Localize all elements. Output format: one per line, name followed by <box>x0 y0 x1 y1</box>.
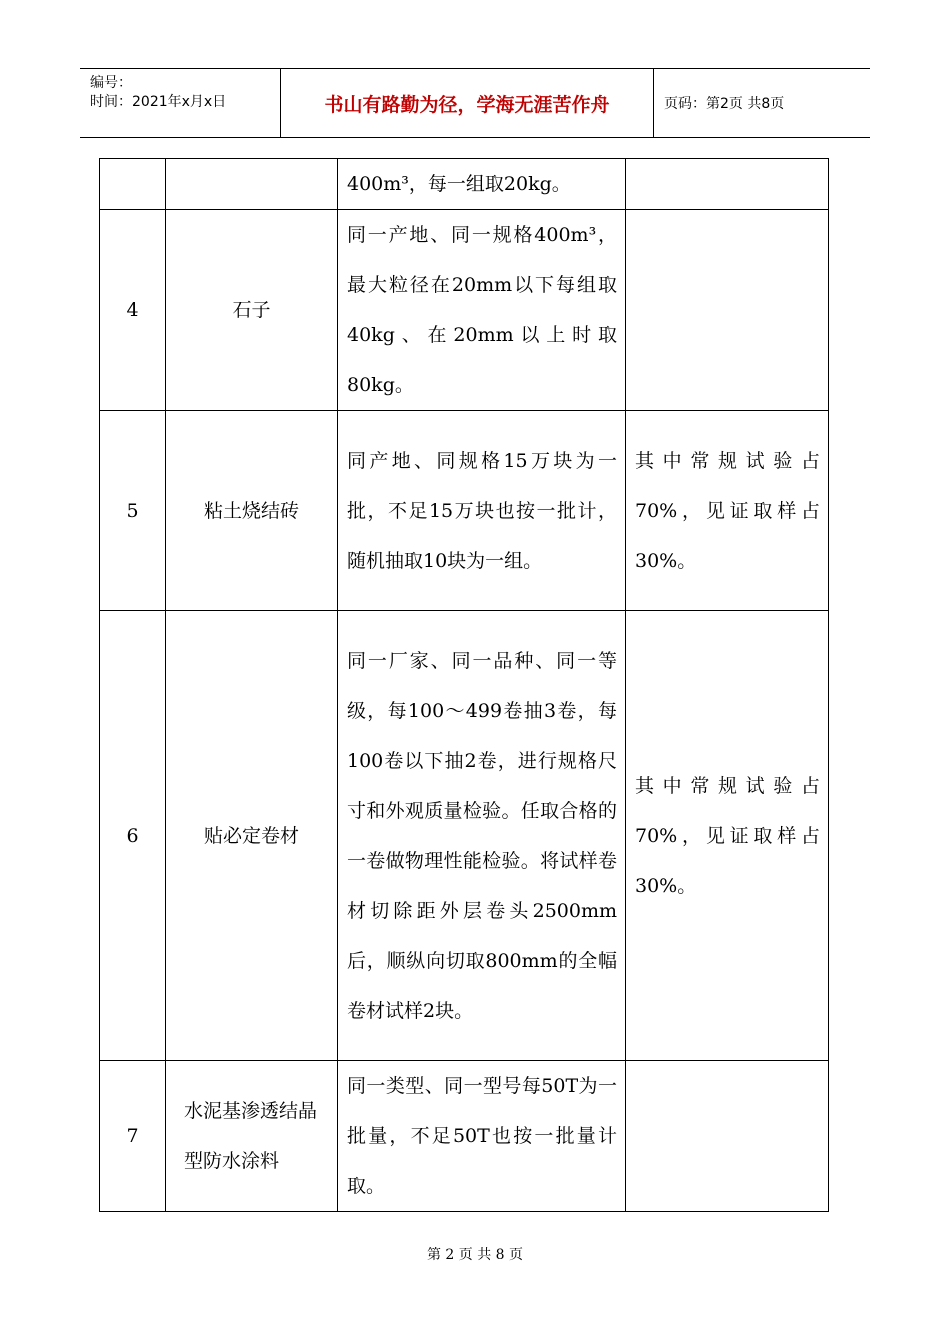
remark <box>626 1061 829 1212</box>
sampling-rule: 同一产地、同一规格400m³，最大粒径在20mm以下每组取40kg、在20mm以上时取80kg。 <box>338 210 626 411</box>
page-footer: 第 2 页 共 8 页 <box>426 1247 524 1263</box>
material-name-cell <box>166 1061 338 1212</box>
material-name <box>166 159 338 210</box>
table-row <box>100 611 829 1061</box>
material-name: 石子 <box>166 210 338 411</box>
row-number <box>100 159 166 210</box>
sampling-rule: 同一厂家、同一品种、同一等级，每100～499卷抽3卷，每100卷以下抽2卷，进行规格尺寸和外观质量检验。任取合格的一卷做物理性能检验。将试样卷材切除距外层卷头2500mm后，顺纵向切取800mm的全幅卷材试样2块。 <box>338 611 626 1061</box>
material-name: 贴必定卷材 <box>166 611 338 1061</box>
page-header <box>80 68 870 138</box>
sampling-rule: 同产地、同规格15万块为一批，不足15万块也按一批计，随机抽取10块为一组。 <box>338 411 626 611</box>
table-row <box>100 210 829 411</box>
sampling-rule: 同一类型、同一型号每50T为一批量，不足50T也按一批量计取。 <box>338 1061 626 1212</box>
time-label: 时间：2021年x月x日 <box>90 94 227 110</box>
remark: 其中常规试验占70%，见证取样占30%。 <box>626 611 829 1061</box>
row-number: 7 <box>100 1061 166 1212</box>
row-number: 4 <box>100 210 166 411</box>
header-page-info: 页码：第2页 共8页 <box>664 96 785 112</box>
table-row <box>100 1061 829 1212</box>
row-number: 5 <box>100 411 166 611</box>
table-row <box>100 411 829 611</box>
material-name: 水泥基渗透结晶型防水涂料 <box>184 1100 318 1172</box>
remark <box>626 159 829 210</box>
remark <box>626 210 829 411</box>
table-row <box>100 159 829 210</box>
row-number: 6 <box>100 611 166 1061</box>
header-meta <box>80 69 281 137</box>
material-name: 粘土烧结砖 <box>166 411 338 611</box>
sampling-rule: 400m³，每一组取20kg。 <box>338 159 626 210</box>
remark: 其中常规试验占70%，见证取样占30%。 <box>626 411 829 611</box>
serial-label: 编号： <box>90 75 132 91</box>
header-motto: 书山有路勤为径，学海无涯苦作舟 <box>281 69 654 137</box>
sampling-table <box>99 158 829 1212</box>
